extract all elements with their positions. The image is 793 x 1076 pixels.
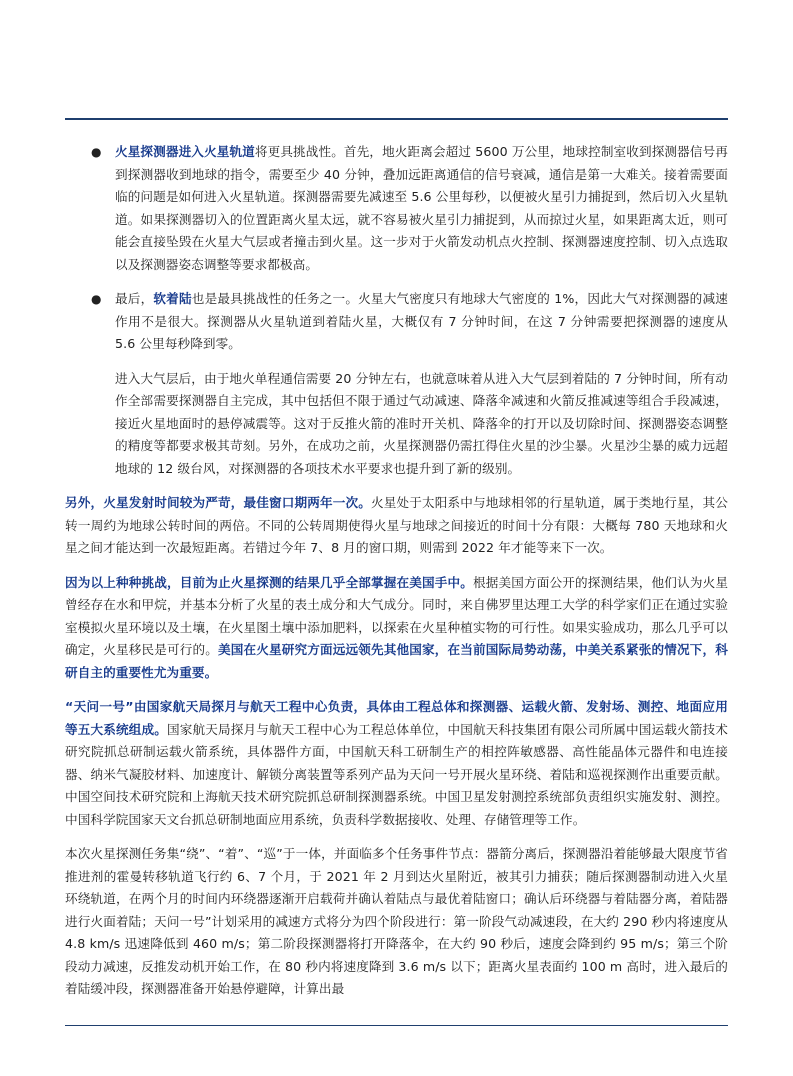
paragraph-mission: 本次火星探测任务集“绕”、“着”、“巡”于一体，并面临多个任务事件节点：器箭分离后，探测器沿着能够最大限度节省推进剂的霍曼转移轨道飞行约 6、7 个月，于 2021 年 2 月到达火星附近，被其引力捕获；随后探测器制动进入火星环绕轨道，在两个月的时间内环绕器逐渐开启载荷并确认着陆点与最优着陆窗口；确认后环绕器与着陆器分离，着陆器进行火面着陆；天问一号”计划采用的减速方式将分为四个阶段进行：第一阶段气动减速段，在大约 290 秒内将速度从 4.8 km/s 迅速降低到 460 m/s；第二阶段探测器将打开降落伞，在大约 90 秒后，速度会降到约 95 m/s；第三个阶段动力减速，反推发动机开始工作，在 80 秒内将速度降到 3.6 m/s 以下；距离火星表面约 100 m 高时，进入最后的着陆缓冲段，探测器准备开始悬停避障，计算出最 <box>65 846 728 996</box>
paragraph-text: 也是最具挑战性的任务之一。火星大气密度只有地球大气密度的 1%，因此大气对探测器的减速作用不是很大。探测器从火星轨道到着陆火星，大概仅有 7 分钟时间，在这 7 分钟需要把探测器的速度从 5.6 公里每秒降到零。 <box>115 291 728 351</box>
bold-lead: “天问一号”由国家航天局探月与航天工程中心负责，具体由工程总体和探测器、运载火箭、发射场、测控、地面应用等五大系统组成。 <box>65 699 728 737</box>
bullet-orbit-entry <box>65 141 728 276</box>
bold-lead: 因为以上种种挑战，目前为止火星探测的结果几乎全部掌握在美国手中。 <box>65 574 474 590</box>
paragraph-launch-window <box>65 492 728 560</box>
paragraph-text: 国家航天局探月与航天工程中心为工程总体单位，中国航天科技集团有限公司所属中国运载火箭技术研究院抓总研制运载火箭系统，具体器件方面，中国航天科工研制生产的相控阵敏感器、高性能晶体元器件和电连接器、纳米气凝胶材料、加速度计、解锁分离装置等系列产品为天问一号开展火星环绕、着陆和巡视探测作出重要贡献。中国空间技术研究院和上海航天技术研究院抓总研制探测器系统。中国卫星发射测控系统部负责组织实施发射、测控。中国科学院国家天文台抓总研制地面应用系统，负责科学数据接收、处理、存储管理等工作。 <box>65 721 728 827</box>
paragraph-text: 火星处于太阳系中与地球相邻的行星轨道，属于类地行星，其公转一周约为地球公转时间的两倍。不同的公转周期使得火星与地球之间接近的时间十分有限：大概每 780 天地球和火星之间才能达到一次最短距离。若错过今年 7、8 月的窗口期，则需到 2022 年才能等来下一次。 <box>65 495 728 555</box>
footer-rule <box>65 1025 728 1026</box>
bullet-dot: ● <box>91 145 102 159</box>
bold-lead: 火星探测器进入火星轨道 <box>115 144 255 159</box>
paragraph-tianwen <box>65 696 728 831</box>
page-body <box>65 141 728 1001</box>
paragraph-text: 根据美国方面公开的探测结果，他们认为火星曾经存在水和甲烷，并基本分析了火星的表土成分和大气成分。同时，来自佛罗里达理工大学的科学家们正在通过实验室模拟火星环境以及土壤，在火星图土壤中添加肥料，以探索在火星种植实物的可行性。如果实验成功，那么几乎可以确定，火星移民是可行的。 <box>65 574 729 657</box>
header-rule <box>65 118 728 120</box>
bold-tail: 美国在火星研究方面远远领先其他国家，在当前国际局势动荡，中美关系紧张的情况下，科研自主的重要性尤为重要。 <box>65 642 728 680</box>
paragraph-prefix: 最后， <box>115 291 154 306</box>
paragraph-us-results <box>65 572 728 685</box>
paragraph-text: 将更具挑战性。首先，地火距离会超过 5600 万公里，地球控制室收到探测器信号再到探测器收到地球的指令，需要至少 40 分钟，叠加远距离通信的信号衰减，通信是第一大难关。接着需要面临的问题是如何进入火星轨道。探测器需要先减速至 5.6 公里每秒，以便被火星引力捕捉到，然后切入火星轨道。如果探测器切入的位置距离火星太远，就不容易被火星引力捕捉到，从而掠过火星，如果距离太近，则可能会直接坠毁在火星大气层或者撞击到火星。这一步对于火箭发动机点火控制、探测器速度控制、切入点选取以及探测器姿态调整等要求都极高。 <box>115 144 728 272</box>
bullet-soft-landing <box>65 288 728 356</box>
bold-lead: 软着陆 <box>153 291 192 306</box>
bullet-dot: ● <box>91 292 102 306</box>
bold-lead: 另外，火星发射时间较为严苛，最佳窗口期两年一次。 <box>65 495 372 510</box>
indented-paragraph: 进入大气层后，由于地火单程通信需要 20 分钟左右，也就意味着从进入大气层到着陆的 7 分钟时间，所有动作全部需要探测器自主完成，其中包括但不限于通过气动减速、降落伞减速和火箭反推减速等组合手段减速，接近火星地面时的悬停减震等。这对于反推火箭的准时开关机、降落伞的打开以及切除时间、探测器姿态调整的精度等都要求极其苛刻。另外，在成功之前，火星探测器仍需扛得住火星的沙尘暴。火星沙尘暴的威力远超地球的 12 级台风，对探测器的各项技术水平要求也提升到了新的级别。 <box>115 370 728 476</box>
